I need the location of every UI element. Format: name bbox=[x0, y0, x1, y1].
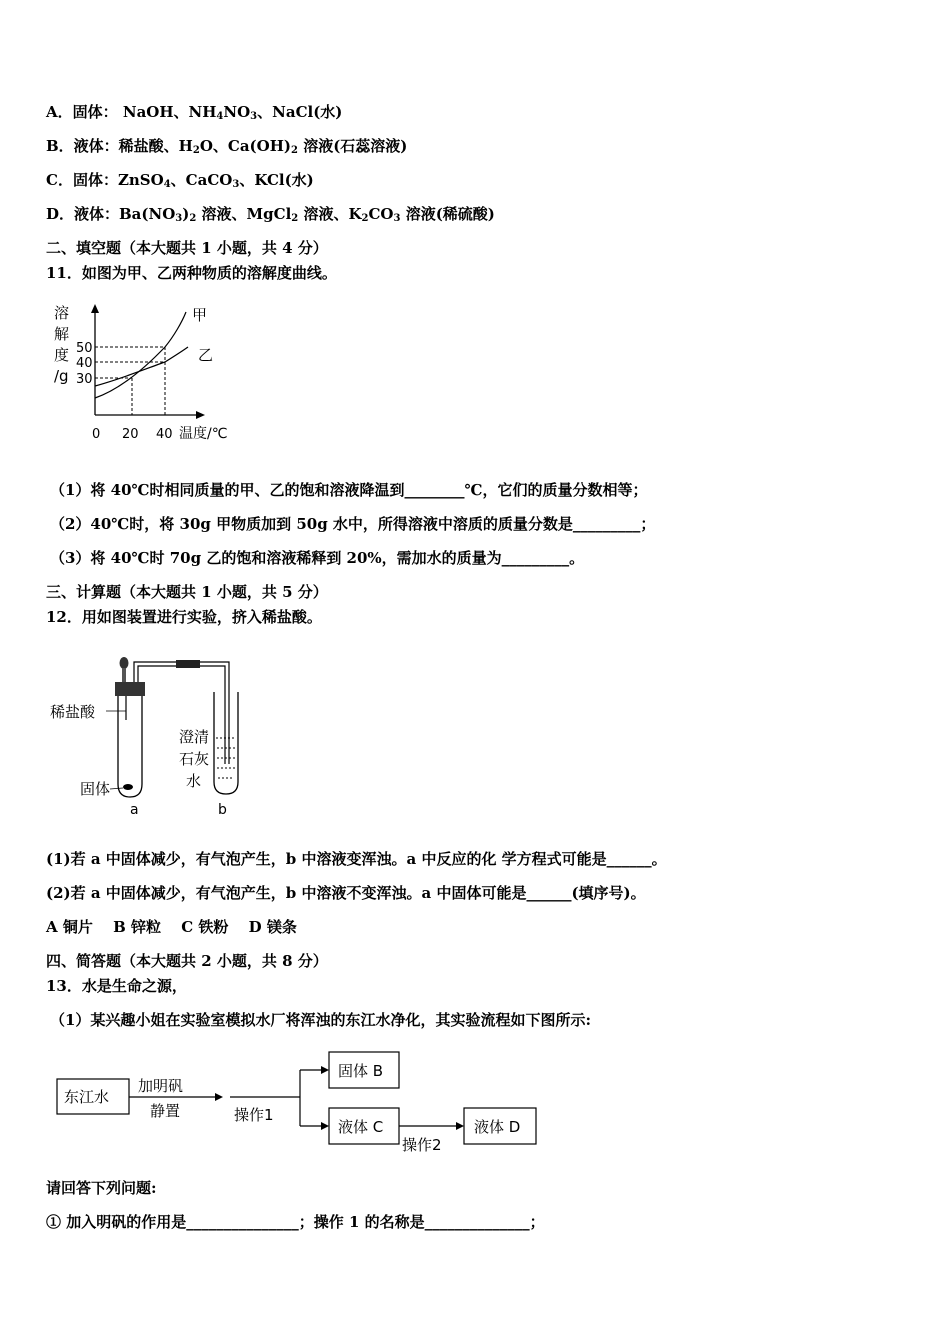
question-11-stem: 11．如图为甲、乙两种物质的溶解度曲线。 bbox=[46, 264, 337, 282]
curve-jia-label: 甲 bbox=[192, 306, 208, 324]
liquid-d-text: 液体 D bbox=[474, 1118, 521, 1136]
purification-flow bbox=[50, 1044, 550, 1159]
option-c: C．固体：ZnSO$_4$、CaCO$_3$、KCl(水) bbox=[46, 171, 314, 190]
question-13-prompt: 请回答下列问题: bbox=[46, 1179, 157, 1197]
y-tick-30: 30 bbox=[76, 372, 93, 387]
question-11-part-2: （2）40℃时，将 30g 甲物质加到 50g 水中，所得溶液中溶质的质量分数是_________； bbox=[50, 515, 656, 533]
option-a: A．固体： NaOH、$NH_4NO_3$、NaCl(水) bbox=[46, 103, 343, 122]
branch-top-head bbox=[321, 1066, 329, 1074]
question-12-choices: A 铜片 B 锌粒 C 铁粉 D 镁条 bbox=[46, 918, 297, 936]
question-11-part-3: （3）将 40℃时 70g 乙的饱和溶液稀释到 20%，需加水的质量为_________。 bbox=[50, 549, 585, 567]
stopper-a bbox=[115, 682, 145, 696]
limewater-label-3: 水 bbox=[186, 772, 202, 790]
op2-label: 操作2 bbox=[402, 1136, 442, 1154]
dropper-stem bbox=[122, 668, 126, 682]
solid-label-pointer bbox=[110, 788, 123, 789]
question-13-stem: 13．水是生命之源， bbox=[46, 977, 187, 995]
option-d: D．液体：$Ba(NO_3)_2$ 溶液、MgCl$_2$ 溶液、$K_2CO_3$ 溶液(稀硫酸) bbox=[46, 205, 495, 224]
liquid-c-text: 液体 C bbox=[338, 1118, 384, 1136]
x-axis-arrow bbox=[196, 411, 205, 419]
solid-sample bbox=[123, 784, 133, 790]
delivery-tube-outer bbox=[134, 662, 229, 764]
x-tick-20: 20 bbox=[122, 427, 139, 442]
y-tick-40: 40 bbox=[76, 356, 93, 371]
y-label-3: 度 bbox=[54, 346, 70, 364]
y-axis-arrow bbox=[91, 304, 99, 313]
y-tick-50: 50 bbox=[76, 341, 93, 356]
y-label-4: /g bbox=[54, 367, 69, 385]
step1-bottom: 静置 bbox=[150, 1102, 181, 1120]
question-12-stem: 12．用如图装置进行实验，挤入稀盐酸。 bbox=[46, 608, 322, 626]
solubility-graph bbox=[48, 300, 248, 448]
question-13-part-1: （1）某兴趣小姐在实验室模拟水厂将浑浊的东江水净化，其实验流程如下图所示: bbox=[50, 1011, 591, 1029]
x-tick-40: 40 bbox=[156, 427, 173, 442]
x-axis-label: 温度/℃ bbox=[179, 426, 228, 442]
y-label-1: 溶 bbox=[54, 304, 70, 322]
limewater-level bbox=[216, 738, 236, 778]
step1-top: 加明矾 bbox=[138, 1077, 184, 1095]
option-b: B．液体：稀盐酸、$H_2O$、$Ca(OH)_2$ 溶液(石蕊溶液) bbox=[46, 137, 408, 156]
tube-b-label: b bbox=[218, 802, 227, 818]
curve-jia bbox=[95, 312, 186, 398]
apparatus-figure bbox=[46, 652, 256, 822]
x-tick-0: 0 bbox=[92, 427, 101, 442]
curve-yi-label: 乙 bbox=[198, 346, 214, 364]
acid-label: 稀盐酸 bbox=[50, 703, 96, 721]
question-12-part-2: (2)若 a 中固体减少，有气泡产生，b 中溶液不变浑浊。a 中固体可能是______(填序号)。 bbox=[46, 884, 646, 902]
question-13-sub-1: ① 加入明矾的作用是_______________；操作 1 的名称是______________； bbox=[46, 1213, 545, 1231]
section-2-heading: 二、填空题（本大题共 1 小题，共 4 分） bbox=[46, 239, 328, 257]
arrow-3-head bbox=[456, 1122, 464, 1130]
start-text: 东江水 bbox=[64, 1088, 110, 1106]
solid-b-text: 固体 B bbox=[338, 1062, 384, 1080]
arrow-1-head bbox=[215, 1093, 223, 1101]
dropper-bulb bbox=[120, 657, 129, 669]
section-4-heading: 四、简答题（本大题共 2 小题，共 8 分） bbox=[46, 952, 328, 970]
curve-yi bbox=[95, 347, 188, 386]
solid-label: 固体 bbox=[80, 780, 111, 798]
rubber-connector bbox=[176, 660, 200, 668]
section-3-heading: 三、计算题（本大题共 1 小题，共 5 分） bbox=[46, 583, 328, 601]
test-tube-b bbox=[214, 692, 238, 794]
branch-bottom-head bbox=[321, 1122, 329, 1130]
tube-a-label: a bbox=[130, 802, 139, 818]
y-label-2: 解 bbox=[54, 325, 70, 343]
question-12-part-1: (1)若 a 中固体减少，有气泡产生，b 中溶液变浑浊。a 中反应的化 学方程式可能是______。 bbox=[46, 850, 667, 868]
limewater-label-1: 澄清 bbox=[179, 728, 210, 746]
question-11-part-1: （1）将 40℃时相同质量的甲、乙的饱和溶液降温到________℃，它们的质量分数相等； bbox=[50, 481, 648, 499]
limewater-label-2: 石灰 bbox=[179, 750, 210, 768]
op1-label: 操作1 bbox=[234, 1106, 274, 1124]
